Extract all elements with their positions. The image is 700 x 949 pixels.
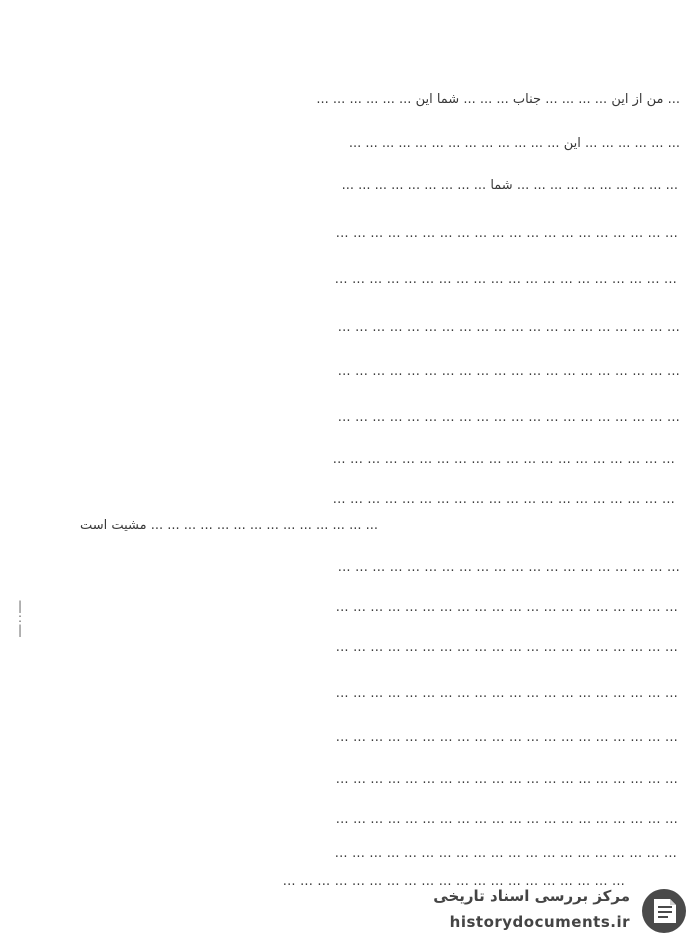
handwritten-line: ... ... ... ... ... ... اين ... ... ... ... ... ... ... ... ... ... ... ... ... [348,136,680,151]
handwritten-line: ... ... ... ... ... ... ... ... ... ... ... ... ... ... ... ... ... ... ... ... [332,492,675,507]
handwritten-line: ... ... ... ... ... ... ... ... ... ... ... ... ... ... ... ... ... ... ... ... [332,452,675,467]
handwritten-line: ... ... ... ... ... ... ... ... ... ... شما ... ... ... ... ... ... ... ... ... [341,178,678,193]
handwritten-line: ... ... ... ... ... ... ... ... ... ... ... ... ... ... ... ... ... ... ... ... [337,320,680,335]
handwritten-line: ... من از اين ... ... ... ... جناب ... ... ... شما اين ... ... ... ... ... ... [316,92,680,107]
watermark-stamp [388,885,688,943]
handwritten-line: ... ... ... ... ... ... ... ... ... ... ... ... ... ... ... ... ... ... ... ... [335,600,678,615]
archive-logo-icon [640,887,688,935]
handwritten-line: ... ... ... ... ... ... ... ... ... ... ... ... ... ... مشيت است [79,518,378,533]
handwritten-line: ... ... ... ... ... ... ... ... ... ... ... ... ... ... ... ... ... ... ... ... [337,560,680,575]
handwritten-line: ... ... ... ... ... ... ... ... ... ... ... ... ... ... ... ... ... ... ... ... [335,812,678,827]
handwritten-line: ... ... ... ... ... ... ... ... ... ... ... ... ... ... ... ... ... ... ... ... [282,874,625,889]
handwritten-line: ... ... ... ... ... ... ... ... ... ... ... ... ... ... ... ... ... ... ... ... [335,772,678,787]
handwritten-line: ... ... ... ... ... ... ... ... ... ... ... ... ... ... ... ... ... ... ... ... [335,730,678,745]
handwritten-line: ... ... ... ... ... ... ... ... ... ... ... ... ... ... ... ... ... ... ... ... [334,272,677,287]
handwritten-line: ... ... ... ... ... ... ... ... ... ... ... ... ... ... ... ... ... ... ... ... [335,686,678,701]
handwritten-line: ... ... ... ... ... ... ... ... ... ... ... ... ... ... ... ... ... ... ... ... [337,410,680,425]
margin-mark: | : | [18,599,23,637]
watermark-url: historydocuments.ir [449,913,630,931]
watermark-name: مرکز بررسی اسناد تاریخی [433,887,630,905]
handwritten-line: ... ... ... ... ... ... ... ... ... ... ... ... ... ... ... ... ... ... ... ... [334,846,677,861]
handwritten-line: ... ... ... ... ... ... ... ... ... ... ... ... ... ... ... ... ... ... ... ... [337,364,680,379]
handwritten-line: ... ... ... ... ... ... ... ... ... ... ... ... ... ... ... ... ... ... ... ... [335,640,678,655]
handwritten-line: ... ... ... ... ... ... ... ... ... ... ... ... ... ... ... ... ... ... ... ... [335,226,678,241]
